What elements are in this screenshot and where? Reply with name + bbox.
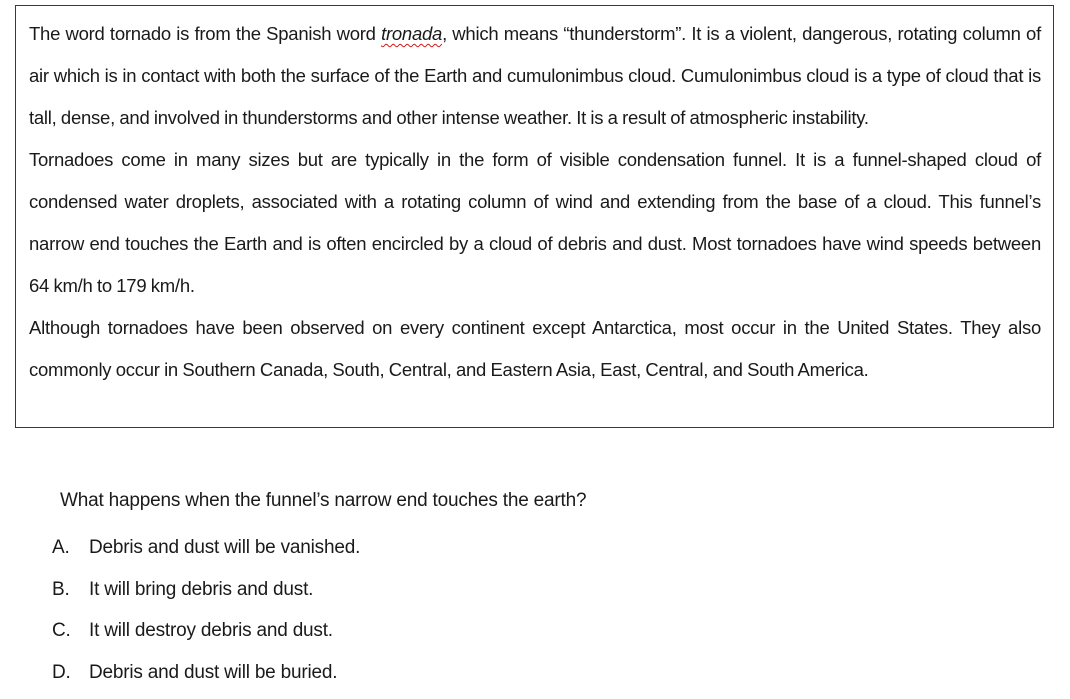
passage-paragraph-1 (29, 13, 1041, 139)
option-c-letter: C. (52, 616, 89, 658)
passage-paragraph-2: Tornadoes come in many sizes but are typically in the form of visible condensation funnel. It is a funnel-shaped cloud of condensed water droplets, associated with a rotating column of wind and extending from the base of a cloud. This funnel’s narrow end touches the Earth and is often encircled by a cloud of debris and dust. Most tornadoes have wind speeds between 64 km/h to 179 km/h. (29, 139, 1041, 307)
option-c-text: It will destroy debris and dust. (89, 616, 333, 658)
option-a-letter: A. (52, 533, 89, 575)
option-d[interactable] (52, 658, 360, 699)
passage-paragraph-3: Although tornadoes have been observed on every continent except Antarctica, most occur in the United States. They also commonly occur in Southern Canada, South, Central, and Eastern Asia, East, Central, and South America. (29, 307, 1041, 391)
option-b-text: It will bring debris and dust. (89, 575, 313, 617)
paragraph-1-text-start: The word tornado is from the Spanish word (29, 23, 381, 44)
spellcheck-flagged-word: tronada (381, 23, 442, 44)
option-a[interactable] (52, 533, 360, 575)
option-c[interactable] (52, 616, 360, 658)
option-d-text: Debris and dust will be buried. (89, 658, 337, 699)
option-b[interactable] (52, 575, 360, 617)
option-d-letter: D. (52, 658, 89, 699)
option-a-text: Debris and dust will be vanished. (89, 533, 360, 575)
option-b-letter: B. (52, 575, 89, 617)
question-text: What happens when the funnel’s narrow end touches the earth? (60, 490, 586, 512)
paragraph-1-text-end: , which means “thunderstorm”. It is a violent, dangerous, rotating column of air which is in contact with both the surface of the Earth and cumulonimbus cloud. Cumulonimbus cloud is a type of cloud that is tall, dense, and involved in thunderstorms and other intense weather. It is a result of atmospheric instability. (29, 23, 1041, 128)
passage-box (15, 5, 1054, 428)
answer-options (52, 533, 360, 699)
